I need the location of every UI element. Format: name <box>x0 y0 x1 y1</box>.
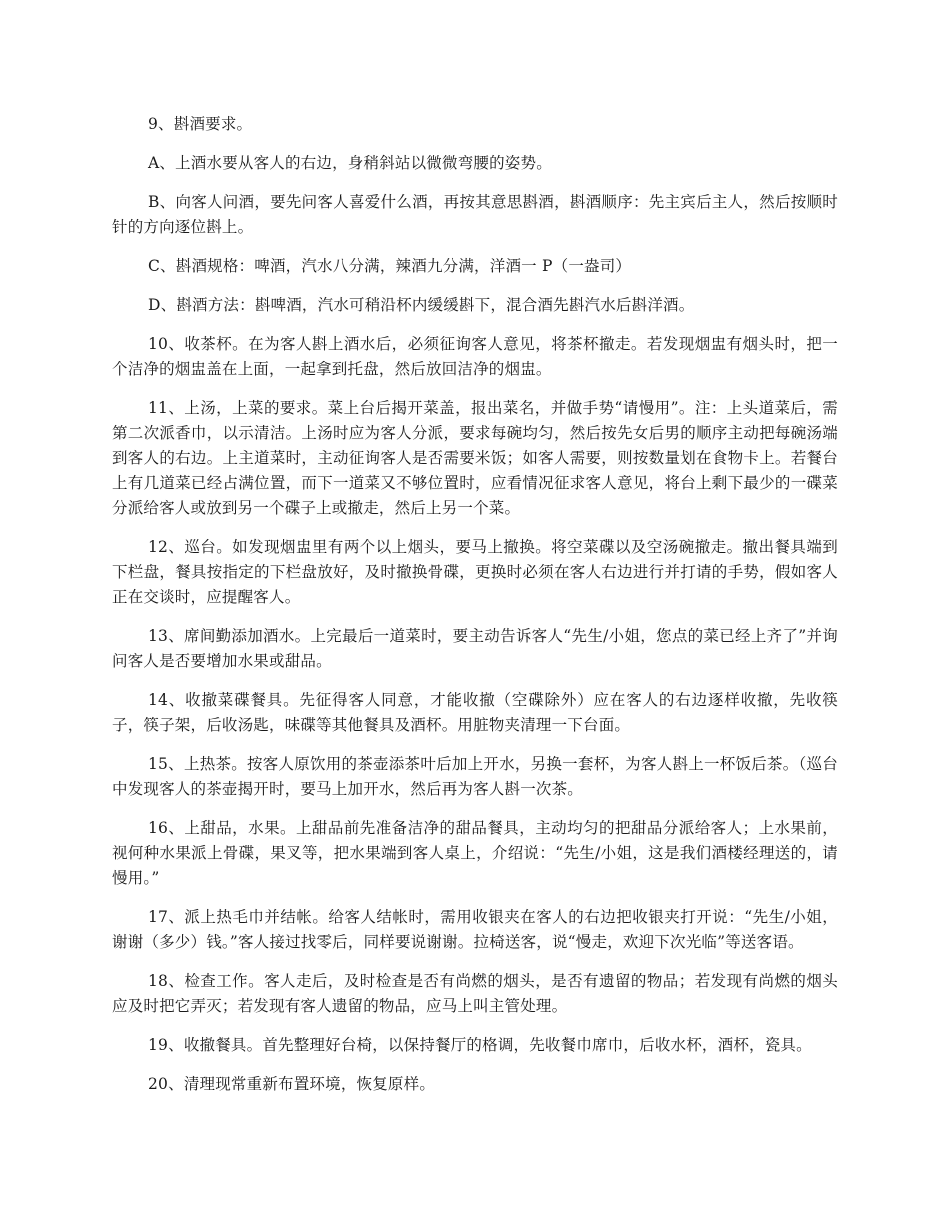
paragraph-15: 15、上热茶。按客人原饮用的茶壶添茶叶后加上开水，另换一套杯，为客人斟上一杯饭后茶。（巡台中发现客人的茶壶揭开时，要马上加开水，然后再为客人斟一次茶。 <box>112 755 838 798</box>
paragraph-9a: A、上酒水要从客人的右边，身稍斜站以微微弯腰的姿势。 <box>148 154 552 172</box>
paragraph-14: 14、收撤菜碟餐具。先征得客人同意，才能收撤（空碟除外）应在客人的右边逐样收撤，先收筷子，筷子架，后收汤匙，味碟等其他餐具及酒杯。用脏物夹清理一下台面。 <box>112 691 838 734</box>
paragraph-9d: D、斟酒方法：斟啤酒，汽水可稍沿杯内缓缓斟下，混合酒先斟汽水后斟洋酒。 <box>148 296 695 314</box>
paragraph-9c: C、斟酒规格：啤酒，汽水八分满，辣酒九分满，洋酒一 P（一盎司） <box>148 257 632 275</box>
paragraph-11: 11、上汤，上菜的要求。菜上台后揭开菜盖，报出菜名，并做手势“请慢用”。注：上头道菜后，需第二次派香巾，以示清洁。上汤时应为客人分派，要求每碗均匀，然后按先女后男的顺序主动把每碗汤端到客人的右边。上主道菜时，主动征询客人是否需要米饭；如客人需要，则按数量划在食物卡上。若餐台上有几道菜已经占满位置，而下一道菜又不够位置时，应看情况征求客人意见，将台上剩下最少的一碟菜分派给客人或放到另一个碟子上或撤走，然后上另一个菜。 <box>112 399 838 517</box>
paragraph-16: 16、上甜品，水果。上甜品前先准备洁净的甜品餐具，主动均匀的把甜品分派给客人；上水果前，视何种水果派上骨碟，果叉等，把水果端到客人桌上，介绍说：“先生/小姐，这是我们酒楼经理送的，请慢用。” <box>112 819 838 887</box>
paragraph-9: 9、斟酒要求。 <box>148 115 253 133</box>
paragraph-13: 13、席间勤添加酒水。上完最后一道菜时，要主动告诉客人“先生/小姐，您点的菜已经上齐了”并询问客人是否要增加水果或甜品。 <box>112 627 838 670</box>
paragraph-18: 18、检查工作。客人走后，及时检查是否有尚燃的烟头，是否有遗留的物品；若发现有尚燃的烟头应及时把它弄灭；若发现有客人遗留的物品，应马上叫主管处理。 <box>112 972 838 1015</box>
paragraph-12: 12、巡台。如发现烟盅里有两个以上烟头，要马上撤换。将空菜碟以及空汤碗撤走。撤出餐具端到下栏盘，餐具按指定的下栏盘放好，及时撤换骨碟，更换时必须在客人右边进行并打请的手势，假如客人正在交谈时，应提醒客人。 <box>112 538 838 606</box>
paragraph-9b: B、向客人问酒，要先问客人喜爱什么酒，再按其意思斟酒，斟酒顺序：先主宾后主人，然后按顺时针的方向逐位斟上。 <box>112 193 838 236</box>
paragraph-17: 17、派上热毛巾并结帐。给客人结帐时，需用收银夹在客人的右边把收银夹打开说：“先生/小姐，谢谢（多少）钱。”客人接过找零后，同样要说谢谢。拉椅送客，说“慢走，欢迎下次光临”等送客语。 <box>112 908 838 951</box>
paragraph-19: 19、收撤餐具。首先整理好台椅，以保持餐厅的格调，先收餐巾席巾，后收水杯，酒杯，瓷具。 <box>148 1036 812 1054</box>
paragraph-10: 10、收茶杯。在为客人斟上酒水后，必须征询客人意见，将茶杯撤走。若发现烟盅有烟头时，把一个洁净的烟盅盖在上面，一起拿到托盘，然后放回洁净的烟盅。 <box>112 335 838 378</box>
paragraph-20: 20、清理现常重新布置环境，恢复原样。 <box>148 1075 436 1093</box>
